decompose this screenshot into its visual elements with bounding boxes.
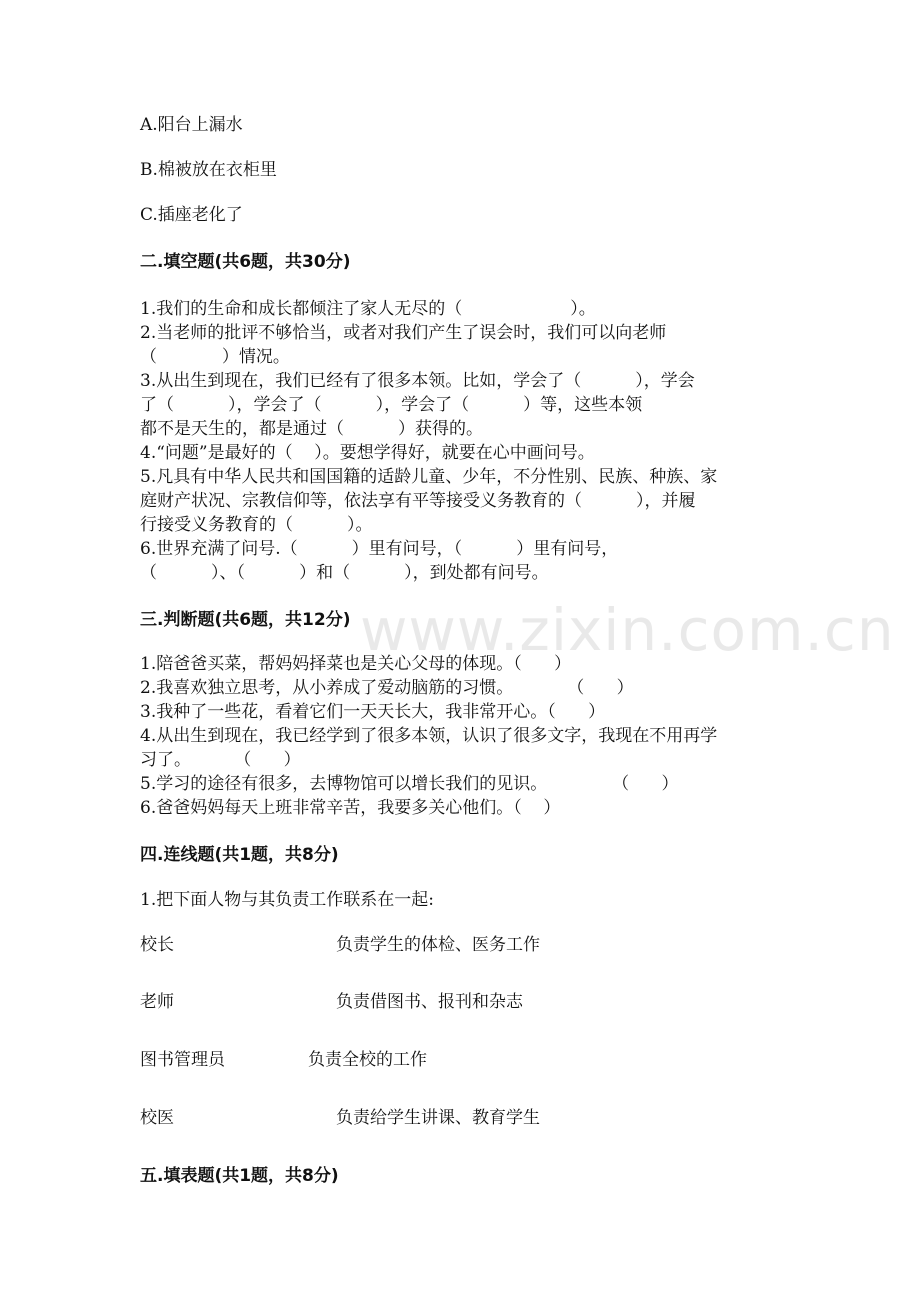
section5-heading: 五.填表题(共1题，共8分) [140, 1166, 339, 1186]
match-right: 负责学生的体检、医务工作 [336, 935, 540, 955]
judge-line: 2.我喜欢独立思考，从小养成了爱动脑筋的习惯。 （ ） [140, 678, 634, 698]
option-a: A.阳台上漏水 [140, 115, 243, 135]
match-right: 负责借图书、报刊和杂志 [336, 992, 523, 1012]
fill-line: （ ）情况。 [140, 347, 290, 367]
fill-line: 5.凡具有中华人民共和国国籍的适龄儿童、少年，不分性别、民族、种族、家 [140, 467, 718, 487]
fill-line: 都不是天生的，都是通过（ ）获得的。 [140, 419, 484, 439]
judge-line: 4.从出生到现在，我已经学到了很多本领，认识了很多文字，我现在不用再学 [140, 726, 718, 746]
judge-line: 3.我种了一些花，看着它们一天天长大，我非常开心。（ ） [140, 702, 606, 722]
match-left: 老师 [140, 992, 174, 1012]
fill-line: 庭财产状况、宗教信仰等，依法享有平等接受义务教育的（ ），并履 [140, 491, 696, 511]
option-c: C.插座老化了 [140, 205, 243, 225]
section3-heading: 三.判断题(共6题，共12分) [140, 610, 351, 630]
fill-line: 行接受义务教育的（ ）。 [140, 515, 373, 535]
match-instruction: 1.把下面人物与其负责工作联系在一起: [140, 890, 434, 910]
judge-line: 6.爸爸妈妈每天上班非常辛苦，我要多关心他们。（ ） [140, 798, 561, 818]
judge-line: 5.学习的途径有很多，去博物馆可以增长我们的见识。 （ ） [140, 774, 679, 794]
section2-heading: 二.填空题(共6题，共30分) [140, 252, 351, 272]
option-b: B.棉被放在衣柜里 [140, 160, 277, 180]
match-right: 负责给学生讲课、教育学生 [336, 1108, 540, 1128]
section4-heading: 四.连线题(共1题，共8分) [140, 845, 339, 865]
fill-line: （ ）、（ ）和（ ），到处都有问号。 [140, 563, 549, 583]
watermark: www.zixin.com.cn [360, 596, 895, 664]
match-left: 校长 [140, 935, 174, 955]
fill-line: 6.世界充满了问号.（ ）里有问号，（ ）里有问号， [140, 539, 619, 559]
fill-line: 4.“问题”是最好的（ ）。要想学得好，就要在心中画问号。 [140, 443, 595, 463]
fill-line: 1.我们的生命和成长都倾注了家人无尽的（ ）。 [140, 299, 596, 319]
match-right: 负责全校的工作 [308, 1050, 427, 1070]
judge-line: 1.陪爸爸买菜，帮妈妈择菜也是关心父母的体现。（ ） [140, 654, 572, 674]
fill-line: 3.从出生到现在，我们已经有了很多本领。比如，学会了（ ），学会 [140, 371, 695, 391]
judge-line: 习了。 （ ） [140, 750, 301, 770]
fill-line: 了（ ），学会了（ ），学会了（ ）等，这些本领 [140, 395, 643, 415]
match-left: 图书管理员 [140, 1050, 225, 1070]
match-left: 校医 [140, 1108, 174, 1128]
fill-line: 2.当老师的批评不够恰当，或者对我们产生了误会时，我们可以向老师 [140, 323, 667, 343]
